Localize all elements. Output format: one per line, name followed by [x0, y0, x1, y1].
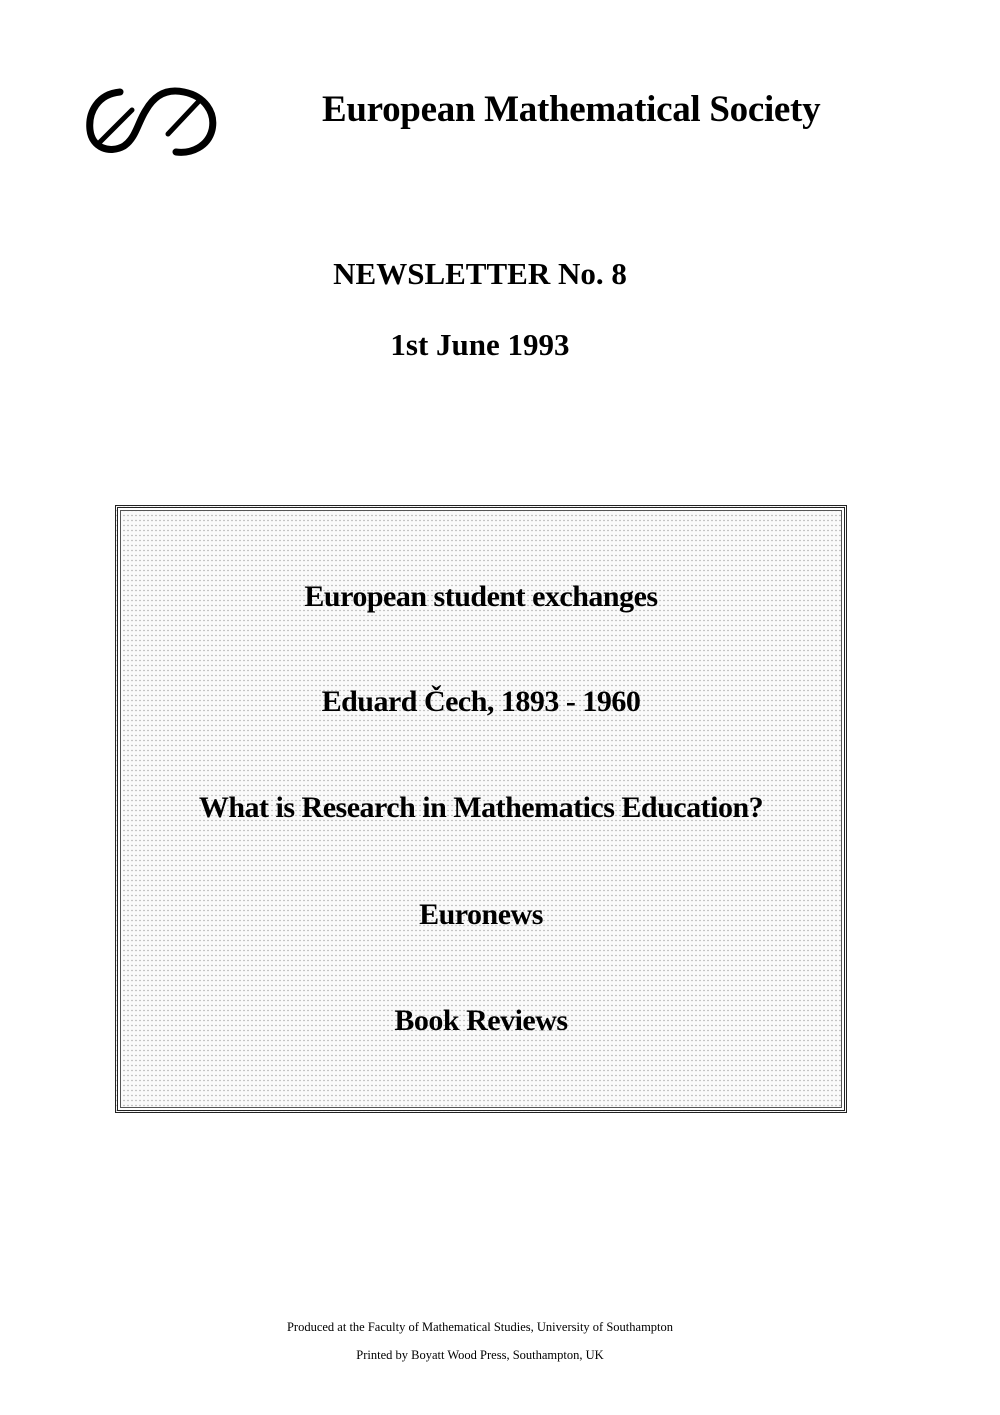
society-name: European Mathematical Society	[322, 89, 821, 130]
footer-produced: Produced at the Faculty of Mathematical Studies, University of Southampton	[286, 1320, 674, 1334]
contents-box	[115, 505, 847, 1113]
footer-printed: Printed by Boyatt Wood Press, Southampton, UK	[356, 1348, 604, 1362]
ems-logo	[80, 82, 230, 162]
contents-item: European student exchanges	[304, 580, 658, 613]
issue-date: 1st June 1993	[390, 327, 570, 362]
contents-item: Eduard Čech, 1893 - 1960	[321, 685, 641, 718]
contents-item: Book Reviews	[394, 1004, 568, 1037]
contents-item: What is Research in Mathematics Education?	[198, 791, 764, 824]
newsletter-title: NEWSLETTER No. 8	[333, 256, 627, 291]
contents-item: Euronews	[419, 898, 543, 931]
